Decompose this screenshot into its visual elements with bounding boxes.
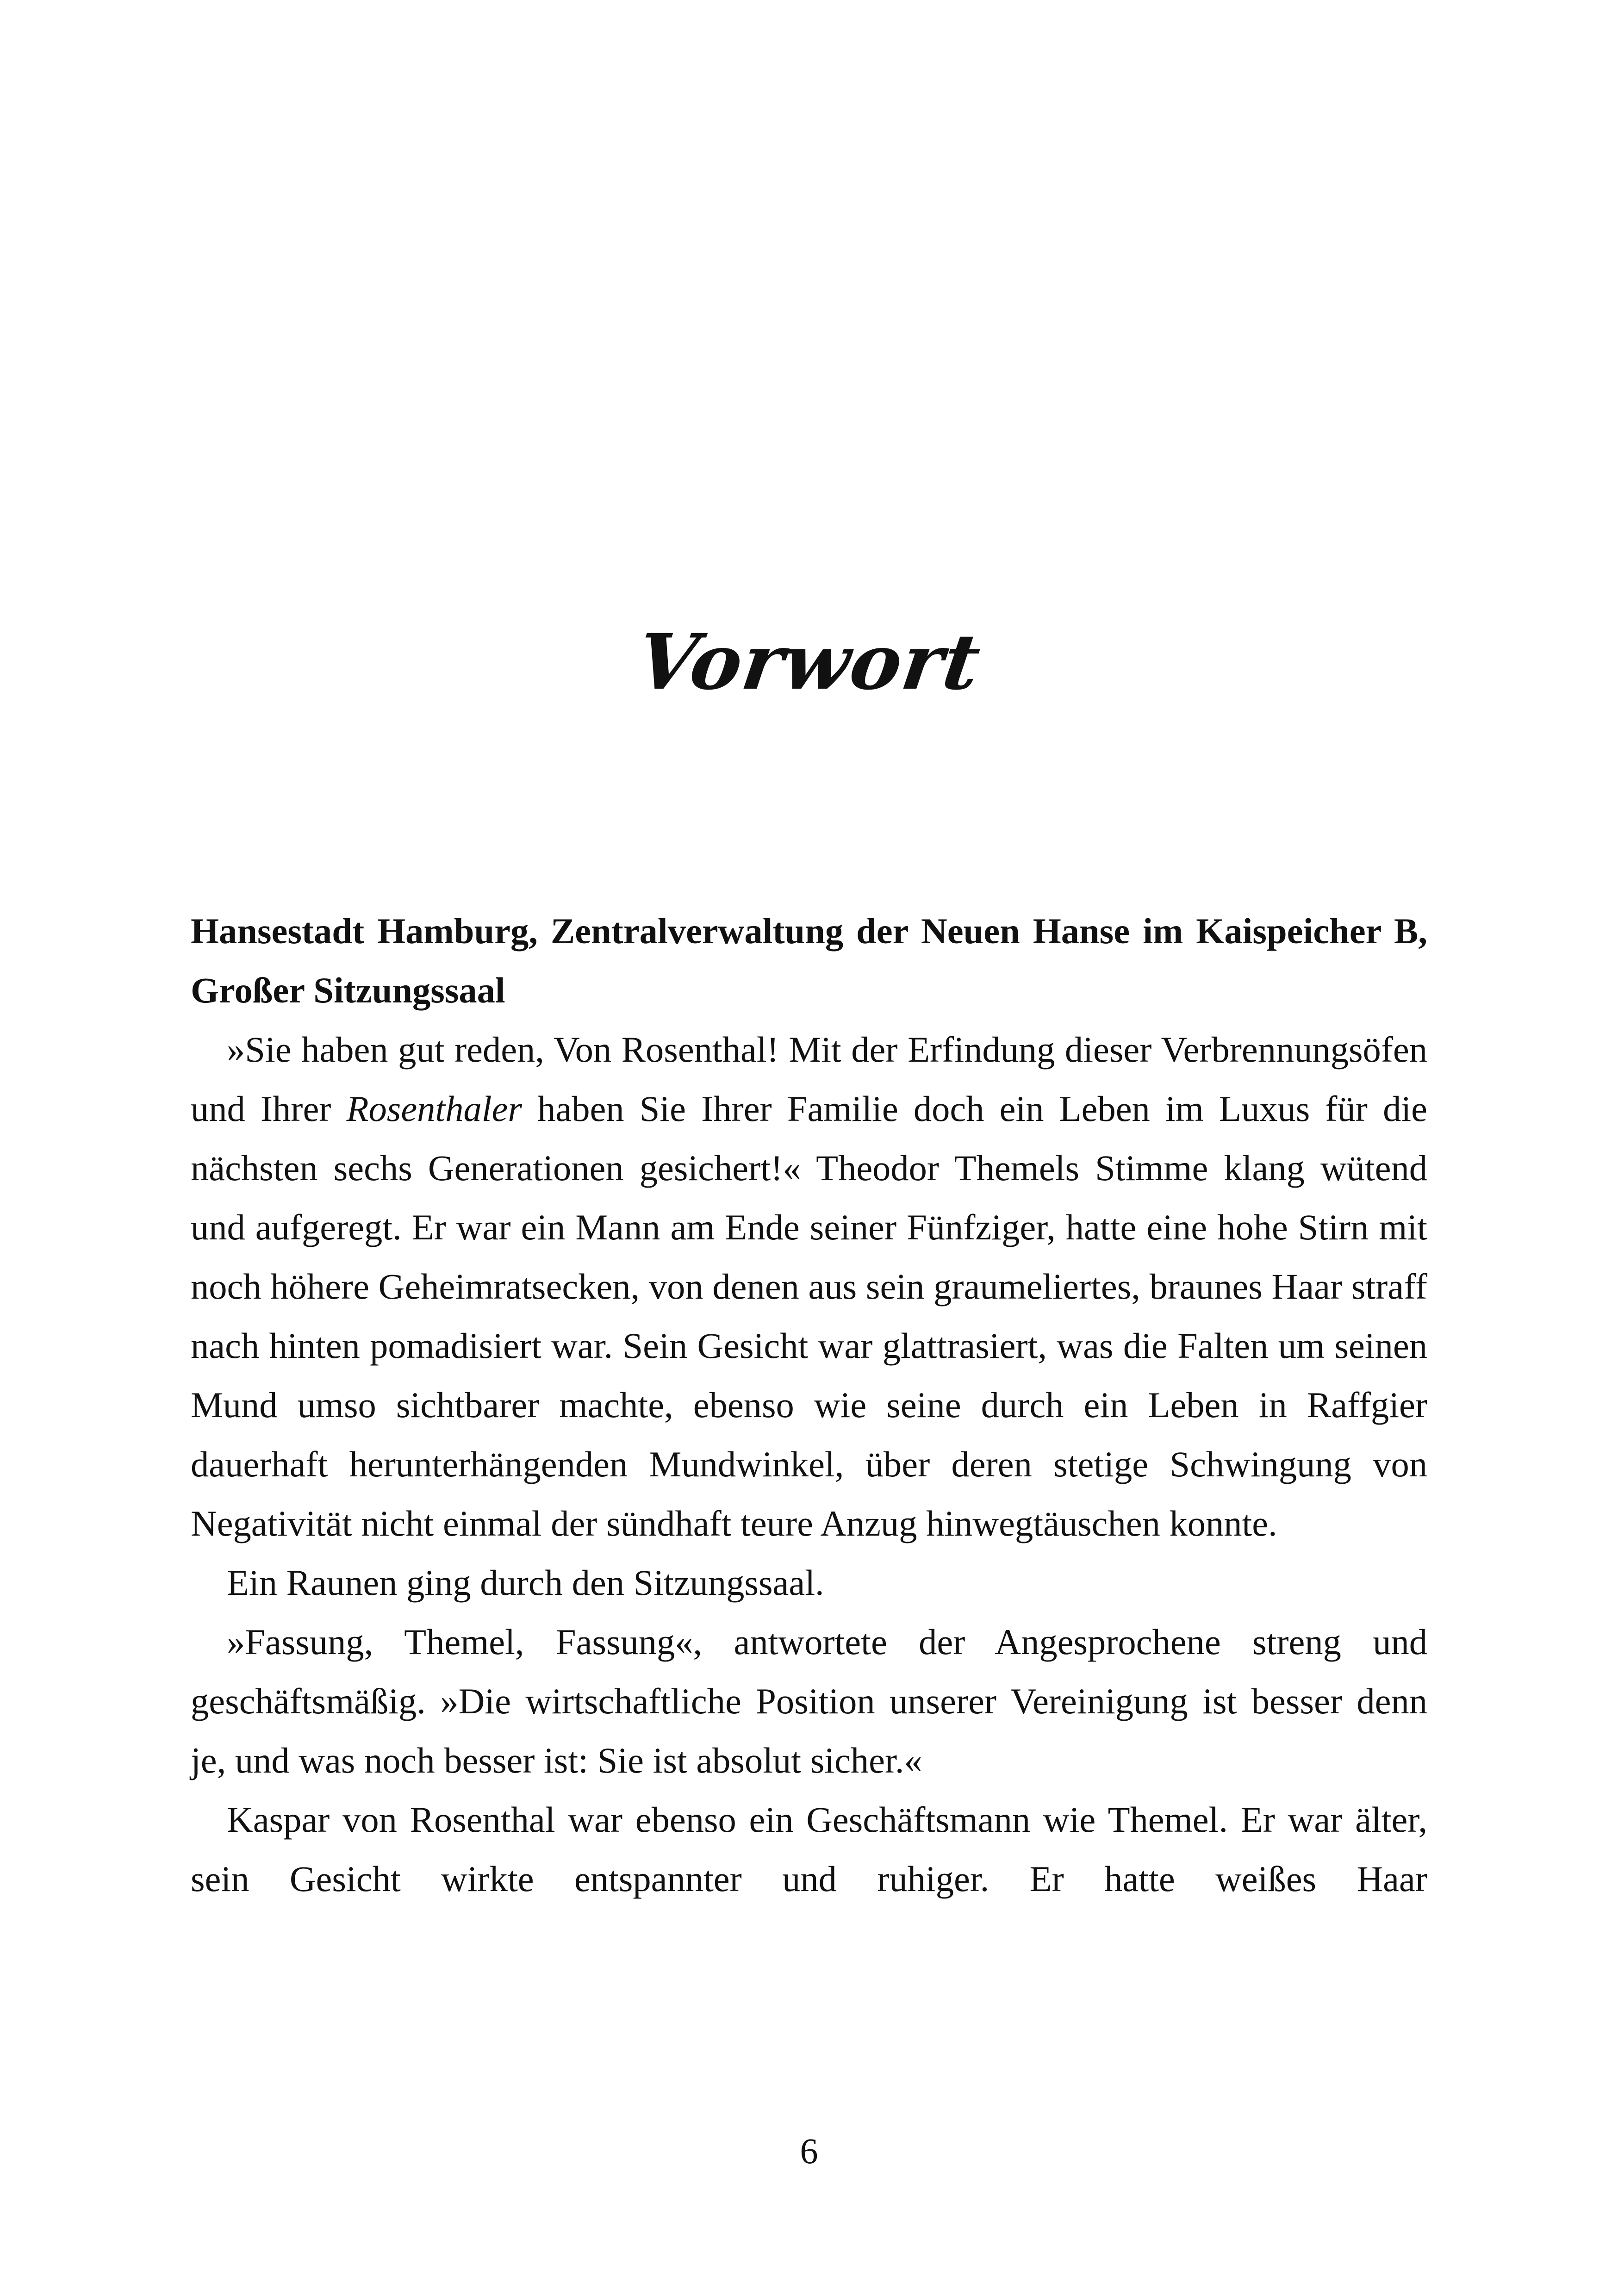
paragraph-1-italic-term: Rosenthaler <box>346 1089 522 1129</box>
section-heading: Hansestadt Hamburg, Zentralverwaltung der Neuen Hanse im Kaispeicher B, Großer Sitzungssaal <box>191 911 1427 1010</box>
paragraph-2: Ein Raunen ging durch den Sitzungssaal. <box>227 1562 824 1603</box>
paragraph-3: »Fassung, Themel, Fassung«, antwortete der Angesprochene streng und geschäftsmäßig. »Die wirtschaftliche Position unserer Vereinigung ist besser denn je, und was noch besser ist: Sie ist absolut sicher.« <box>191 1622 1427 1780</box>
page-number: 6 <box>800 2131 818 2171</box>
chapter-title: Vorwort <box>631 617 987 707</box>
paragraph-1-text-b: haben Sie Ihrer Familie doch ein Leben im Luxus für die nächsten sechs Generationen gesichert!« Theodor Themels Stimme klang wütend und aufgeregt. Er war ein Mann am Ende seiner Fünfziger, hatte eine hohe Stirn mit noch höhere Geheimratsecken, von denen aus sein graumeliertes, braunes Haar straff nach hinten pomadisiert war. Sein Gesicht war glattrasiert, was die Falten um seinen Mund umso sichtbarer machte, ebenso wie seine durch ein Leben in Raffgier dauerhaft herunterhängenden Mundwinkel, über deren stetige Schwingung von Negativität nicht einmal der sündhaft teure Anzug hinwegtäuschen konnte. <box>191 1089 1427 1543</box>
body-text <box>191 902 1427 1909</box>
paragraph-4: Kaspar von Rosenthal war ebenso ein Geschäftsmann wie Themel. Er war älter, sein Gesicht wirkte entspannter und ruhiger. Er hatte weißes Haar <box>191 1799 1427 1899</box>
paragraph-1-text-a: »Sie haben gut reden, Von Rosenthal! Mit der Erfindung dieser Verbrennungsöfen und Ihrer <box>191 1029 1427 1129</box>
paragraph-1 <box>191 1020 1427 1553</box>
